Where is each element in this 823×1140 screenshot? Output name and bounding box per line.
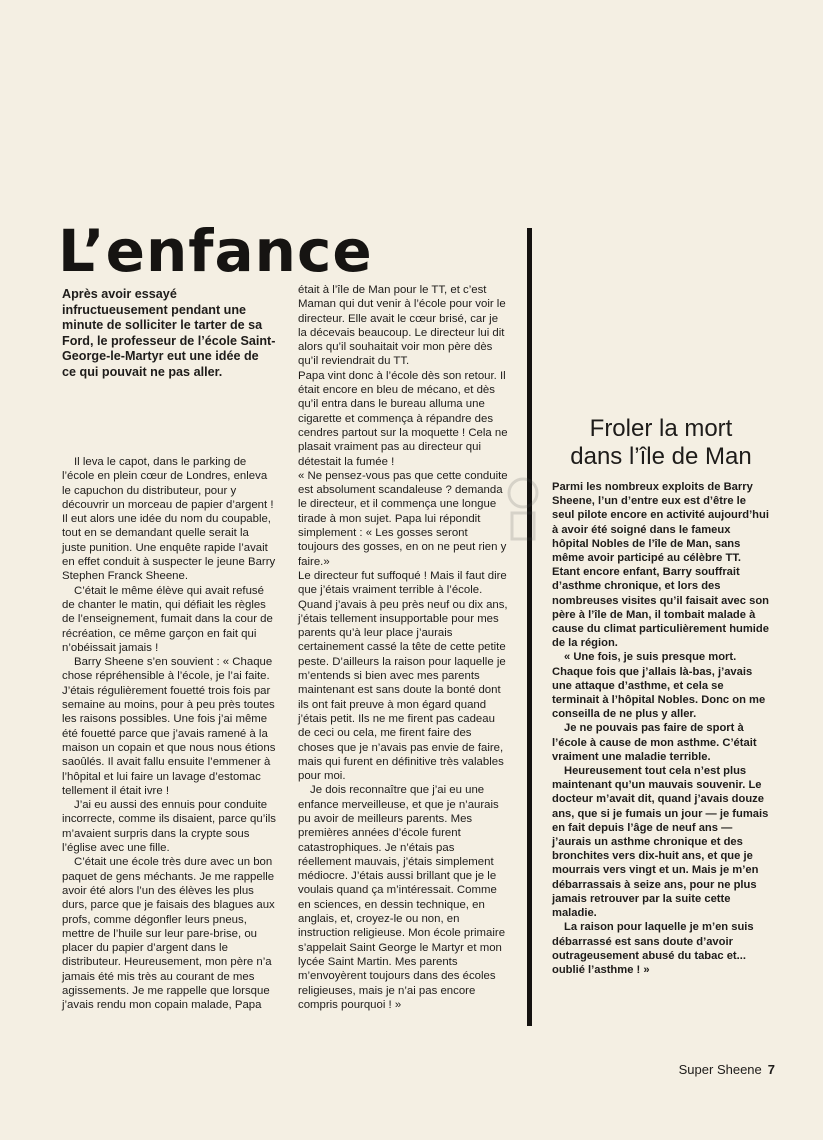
column1-paragraph: J’ai eu aussi des ennuis pour conduite incorrecte, comme ils disaient, parce qu’ils m’avaient surpris dans la crypte sous l’église avec une fille. <box>62 799 276 855</box>
page-number: 7 <box>767 1062 775 1077</box>
article-column-2 <box>298 283 510 1012</box>
sidebar-paragraph: Je ne pouvais pas faire de sport à l’école à cause de mon asthme. C’était vraiment une maladie terrible. <box>552 722 757 763</box>
sidebar-column <box>552 480 770 977</box>
sidebar-title <box>552 415 770 471</box>
intro-paragraph: Après avoir essayé infructueusement pendant une minute de solliciter le tarter de sa Ford, le professeur de l’école Saint-George-le-Martyr eut une idée de ce qui pouvait ne pas aller. <box>62 287 276 379</box>
column2-paragraph: était à l’île de Man pour le TT, et c’est Maman qui dut venir à l’école pour voir le directeur. Elle avait le cœur brisé, car je la décevais beaucoup. Le directeur lui dit alors qu’il souhaitait voir mon père dès qu’il reviendrait du TT. <box>298 284 506 368</box>
column1-paragraph: C’était le même élève qui avait refusé de chanter le matin, qui défiait les règles de l’enseignement, fumait dans la cour de récréation, ce même garçon en fait qui n’obéissait jamais ! <box>62 584 273 654</box>
sidebar-paragraph: La raison pour laquelle je m’en suis débarrassé est sans doute d’avoir outrageusement abusé du tabac et... oublié l’asthme ! » <box>552 921 754 976</box>
watermark-logo-icon <box>500 465 546 545</box>
column-divider <box>527 228 532 1026</box>
article-column-1 <box>62 455 276 1013</box>
sidebar-paragraph: « Une fois, je suis presque mort. Chaque fois que j’allais là-bas, j’avais une attaque d’asthme, et cela se terminait à l’hôpital Nobles. Donc on me conseilla de ne plus y aller. <box>552 651 766 721</box>
sidebar-title-line-1: Froler la mort <box>589 415 733 442</box>
column2-paragraph: « Ne pensez-vous pas que cette conduite est absolument scandaleuse ? demanda le directeur, et il commença une longue tirade à mon sujet. Papa lui répondit simplement : « Les gosses seront toujours des gosses, en on ne peut rien y faire.» <box>298 469 508 568</box>
column2-paragraph: Je dois reconnaître que j’ai eu une enfance merveilleuse, et que je n’aurais pu avoir de meilleurs parents. Mes premières années d’école furent catastrophiques. Je n’étais pas réellement mauvais, j’étais simplement médiocre. J’étais aussi brillant que je le voulais quand ça m’intéressait. Comme en sciences, en dessin technique, en anglais, et, croyez-le ou non, en instruction religieuse. Mon école primaire s’appelait Saint George le Martyr et mon lycée Saint Martin. Mes parents m’envoyèrent toujours dans des écoles religieuses, mais je n’ai pas encore compris pourquoi ! » <box>298 784 506 1011</box>
column1-paragraph: Barry Sheene s’en souvient : « Chaque chose répréhensible à l’école, je l’ai faite. J’étais régulièrement fouetté trois fois par semaine au moins, pour à peu près toutes les raisons possibles. Une fois j’ai même été fouetté parce que j’avais ramené à la maison un copain et que nous nous étions saoûlés. Il avait fallu ensuite l’emmener à l’hôpital et lui faire un lavage d’estomac tellement il était ivre ! <box>62 656 276 797</box>
sidebar-paragraph: Heureusement tout cela n’est plus maintenant qu’un mauvais souvenir. Le docteur m’avait dit, quand j’avais douze ans, que si je fumais un jour — je fumais en fait depuis l’âge de neuf ans — j’aurais un asthme chronique et des bronchites vers dix-huit ans, et que je mourrais vers vingt et un. Mais je m’en débarrassais à seize ans, pour ne plus jamais retrouver par la suite cette maladie. <box>552 765 769 920</box>
page-footer <box>679 1062 775 1077</box>
page-title: L’enfance <box>58 217 373 285</box>
column2-paragraph: Papa vint donc à l’école dès son retour. Il était encore en bleu de mécano, et dès qu’il entra dans le bureau alluma une cigarette et commença à répandre des cendres partout sur la moquette ! Cela ne plasait vraiment pas au directeur qui détestait la fumée ! <box>298 369 508 468</box>
column1-paragraph: Il leva le capot, dans le parking de l’école en plein cœur de Londres, enleva le capuchon du distributeur, pour y découvrir un morceau de papier d’argent ! Il eut alors une idée du nom du coupable, tout en se demandant quelle serait la juste punition. Une enquête rapide l’avait en effet conduit à suspecter le jeune Barry Stephen Franck Sheene. <box>62 456 276 583</box>
running-title: Super Sheene <box>678 1062 762 1077</box>
sidebar-paragraph: Parmi les nombreux exploits de Barry Sheene, l’un d’entre eux est d’être le seul pilote encore en activité aujourd’hui à avoir été soigné dans le fameux hôpital Nobles de l’île de Man, sans même avoir participé au célèbre TT. Etant encore enfant, Barry souffrait d’asthme chronique, et lors des nombreuses visites qu’il faisait avec son père à l’île de Man, il tombait malade à cause du climat particulièrement humide de la région. <box>552 481 769 650</box>
column1-paragraph: C’était une école très dure avec un bon paquet de gens méchants. Je me rappelle avoir été alors l’un des élèves les plus durs, parce que je faisais des blagues aux profs, comme dégonfler leurs pneus, mettre de l’huile sur leur pare-brise, ou placer du papier d’argent dans le distributeur. Heureusement, mon père n’a jamais été mis très au courant de mes agissements. Je me rappelle que lorsque j’avais rendu mon copain malade, Papa <box>62 856 275 1012</box>
column2-paragraph: Le directeur fut suffoqué ! Mais il faut dire que j’étais vraiment terrible à l’école. Quand j’avais à peu près neuf ou dix ans, j’étais tellement insupportable pour mes parents qu’à leur place j’aurais certainement cassé la tête de cette petite peste. D’ailleurs la raison pour laquelle je m’entends si bien avec mes parents maintenant est sans doute la bonté dont ils ont fait preuve à mon égard quand j’étais petit. Ils ne me firent pas cadeau de ceci ou cela, me firent faire des choses que je n’avais pas envie de faire, mais qui furent en définitive très valables pour moi. <box>298 569 508 783</box>
sidebar-title-line-2: dans l’île de Man <box>570 443 752 470</box>
